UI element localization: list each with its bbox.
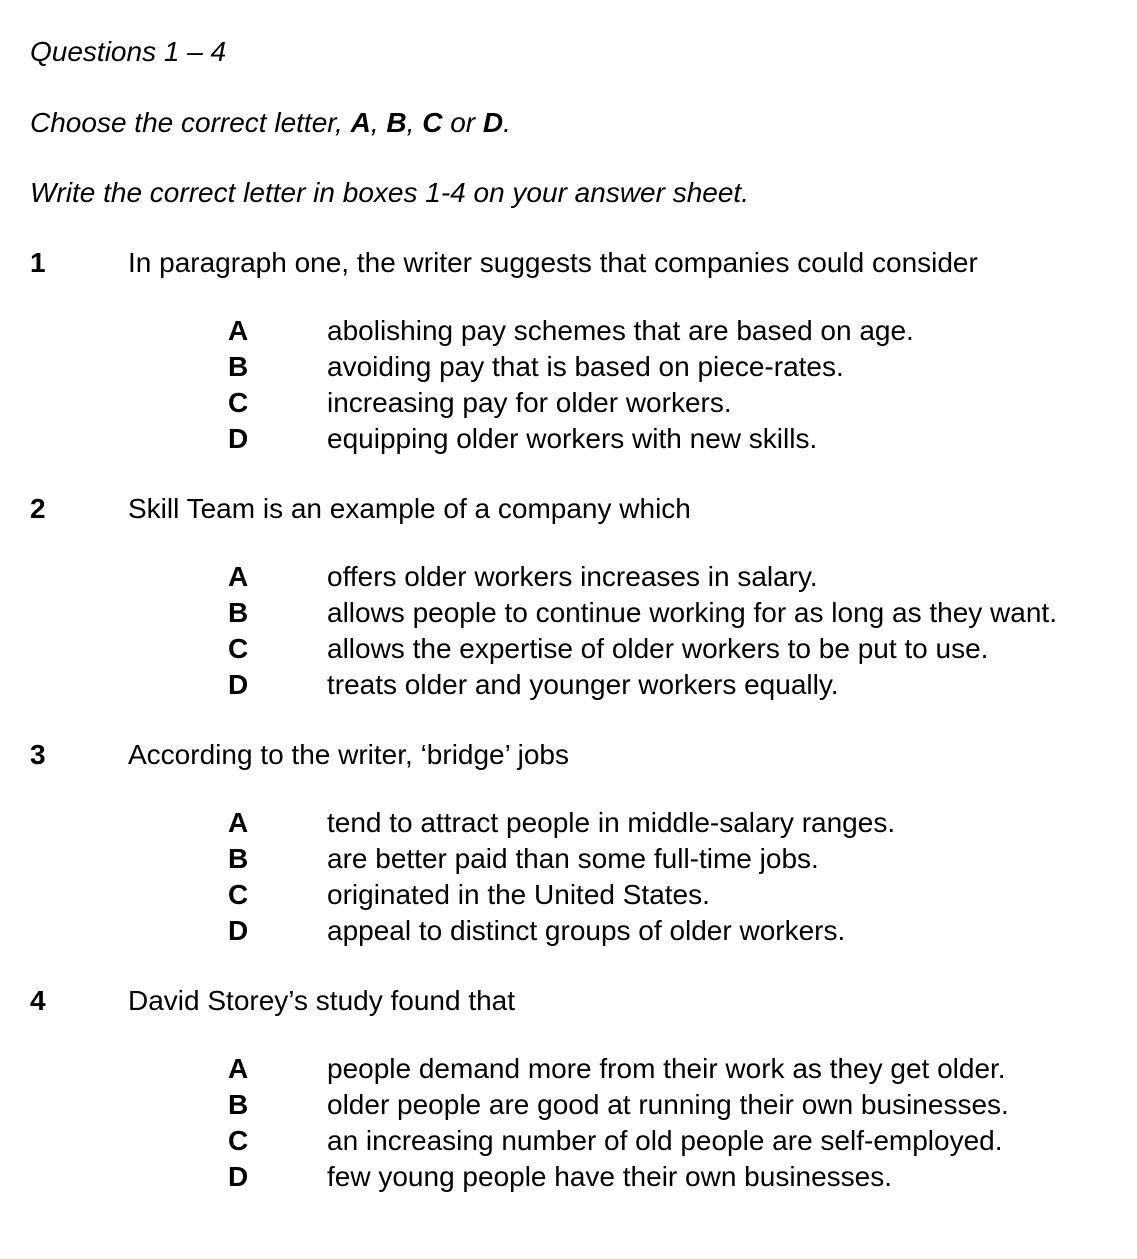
option-row-1A xyxy=(228,313,1129,349)
instruction-segment: , xyxy=(406,107,423,138)
question-number: 1 xyxy=(30,247,46,278)
option-letter: A xyxy=(228,1053,249,1084)
question-stem-row xyxy=(30,245,1129,281)
option-letter: D xyxy=(228,915,249,946)
option-letter: D xyxy=(228,669,249,700)
question-stem: David Storey’s study found that xyxy=(128,985,516,1016)
question-stem: Skill Team is an example of a company which xyxy=(128,493,691,524)
question-block-1 xyxy=(30,245,1129,457)
option-row-1C xyxy=(228,385,1129,421)
option-letter: C xyxy=(228,633,249,664)
instruction-choose-letter xyxy=(30,105,1129,141)
option-text: few young people have their own businesses. xyxy=(327,1161,893,1192)
option-row-3A xyxy=(228,805,1129,841)
option-text: allows the expertise of older workers to be put to use. xyxy=(327,633,989,664)
options-list xyxy=(228,805,1129,949)
question-number: 4 xyxy=(30,985,46,1016)
instruction-segment: , xyxy=(370,107,387,138)
option-row-2A xyxy=(228,559,1129,595)
question-number: 3 xyxy=(30,739,46,770)
option-text: are better paid than some full-time jobs. xyxy=(327,843,819,874)
question-stem-row xyxy=(30,737,1129,773)
options-list xyxy=(228,1051,1129,1195)
option-row-1B xyxy=(228,349,1129,385)
option-text: equipping older workers with new skills. xyxy=(327,423,818,454)
option-row-2B xyxy=(228,595,1129,631)
question-block-4 xyxy=(30,983,1129,1195)
option-text: older people are good at running their own businesses. xyxy=(327,1089,1009,1120)
option-letter: B xyxy=(228,597,249,628)
option-row-3C xyxy=(228,877,1129,913)
option-letter: A xyxy=(228,315,249,346)
option-text: increasing pay for older workers. xyxy=(327,387,732,418)
instruction-segment: C xyxy=(422,107,443,138)
instruction-segment: Choose the correct letter, xyxy=(30,107,351,138)
option-row-3D xyxy=(228,913,1129,949)
option-row-1D xyxy=(228,421,1129,457)
option-row-2C xyxy=(228,631,1129,667)
instruction-segment: Write the correct letter in boxes 1-4 on your answer sheet. xyxy=(30,177,749,208)
instruction-segment: D xyxy=(482,107,504,138)
option-row-3B xyxy=(228,841,1129,877)
instruction-write-letter xyxy=(30,175,1129,211)
question-stem: In paragraph one, the writer suggests that companies could consider xyxy=(128,247,978,278)
option-text: people demand more from their work as they get older. xyxy=(327,1053,1006,1084)
option-letter: D xyxy=(228,423,249,454)
option-letter: B xyxy=(228,1089,249,1120)
option-letter: A xyxy=(228,807,249,838)
options-list xyxy=(228,559,1129,703)
question-stem-row xyxy=(30,983,1129,1019)
option-text: tend to attract people in middle-salary ranges. xyxy=(327,807,896,838)
question-stem: According to the writer, ‘bridge’ jobs xyxy=(128,739,569,770)
option-text: offers older workers increases in salary. xyxy=(327,561,818,592)
option-letter: B xyxy=(228,351,249,382)
option-letter: A xyxy=(228,561,249,592)
instruction-segment: . xyxy=(503,107,511,138)
question-block-3 xyxy=(30,737,1129,949)
instruction-segment: A xyxy=(350,107,371,138)
question-block-2 xyxy=(30,491,1129,703)
instruction-segment: or xyxy=(442,107,483,138)
option-letter: B xyxy=(228,843,249,874)
option-row-4D xyxy=(228,1159,1129,1195)
option-text: appeal to distinct groups of older workers. xyxy=(327,915,846,946)
instruction-segment: B xyxy=(386,107,407,138)
page-title: Questions 1 – 4 xyxy=(30,36,227,67)
option-row-4C xyxy=(228,1123,1129,1159)
questions-section xyxy=(30,245,1129,1195)
options-list xyxy=(228,313,1129,457)
option-text: originated in the United States. xyxy=(327,879,710,910)
question-number: 2 xyxy=(30,493,46,524)
option-text: abolishing pay schemes that are based on age. xyxy=(327,315,914,346)
option-row-4B xyxy=(228,1087,1129,1123)
instructions-section xyxy=(30,105,1129,211)
option-text: treats older and younger workers equally. xyxy=(327,669,839,700)
option-letter: C xyxy=(228,387,249,418)
option-row-2D xyxy=(228,667,1129,703)
option-letter: C xyxy=(228,879,249,910)
option-text: an increasing number of old people are self-employed. xyxy=(327,1125,1003,1156)
option-row-4A xyxy=(228,1051,1129,1087)
option-letter: C xyxy=(228,1125,249,1156)
option-text: allows people to continue working for as long as they want. xyxy=(327,597,1057,628)
option-letter: D xyxy=(228,1161,249,1192)
option-text: avoiding pay that is based on piece-rates. xyxy=(327,351,844,382)
question-stem-row xyxy=(30,491,1129,527)
